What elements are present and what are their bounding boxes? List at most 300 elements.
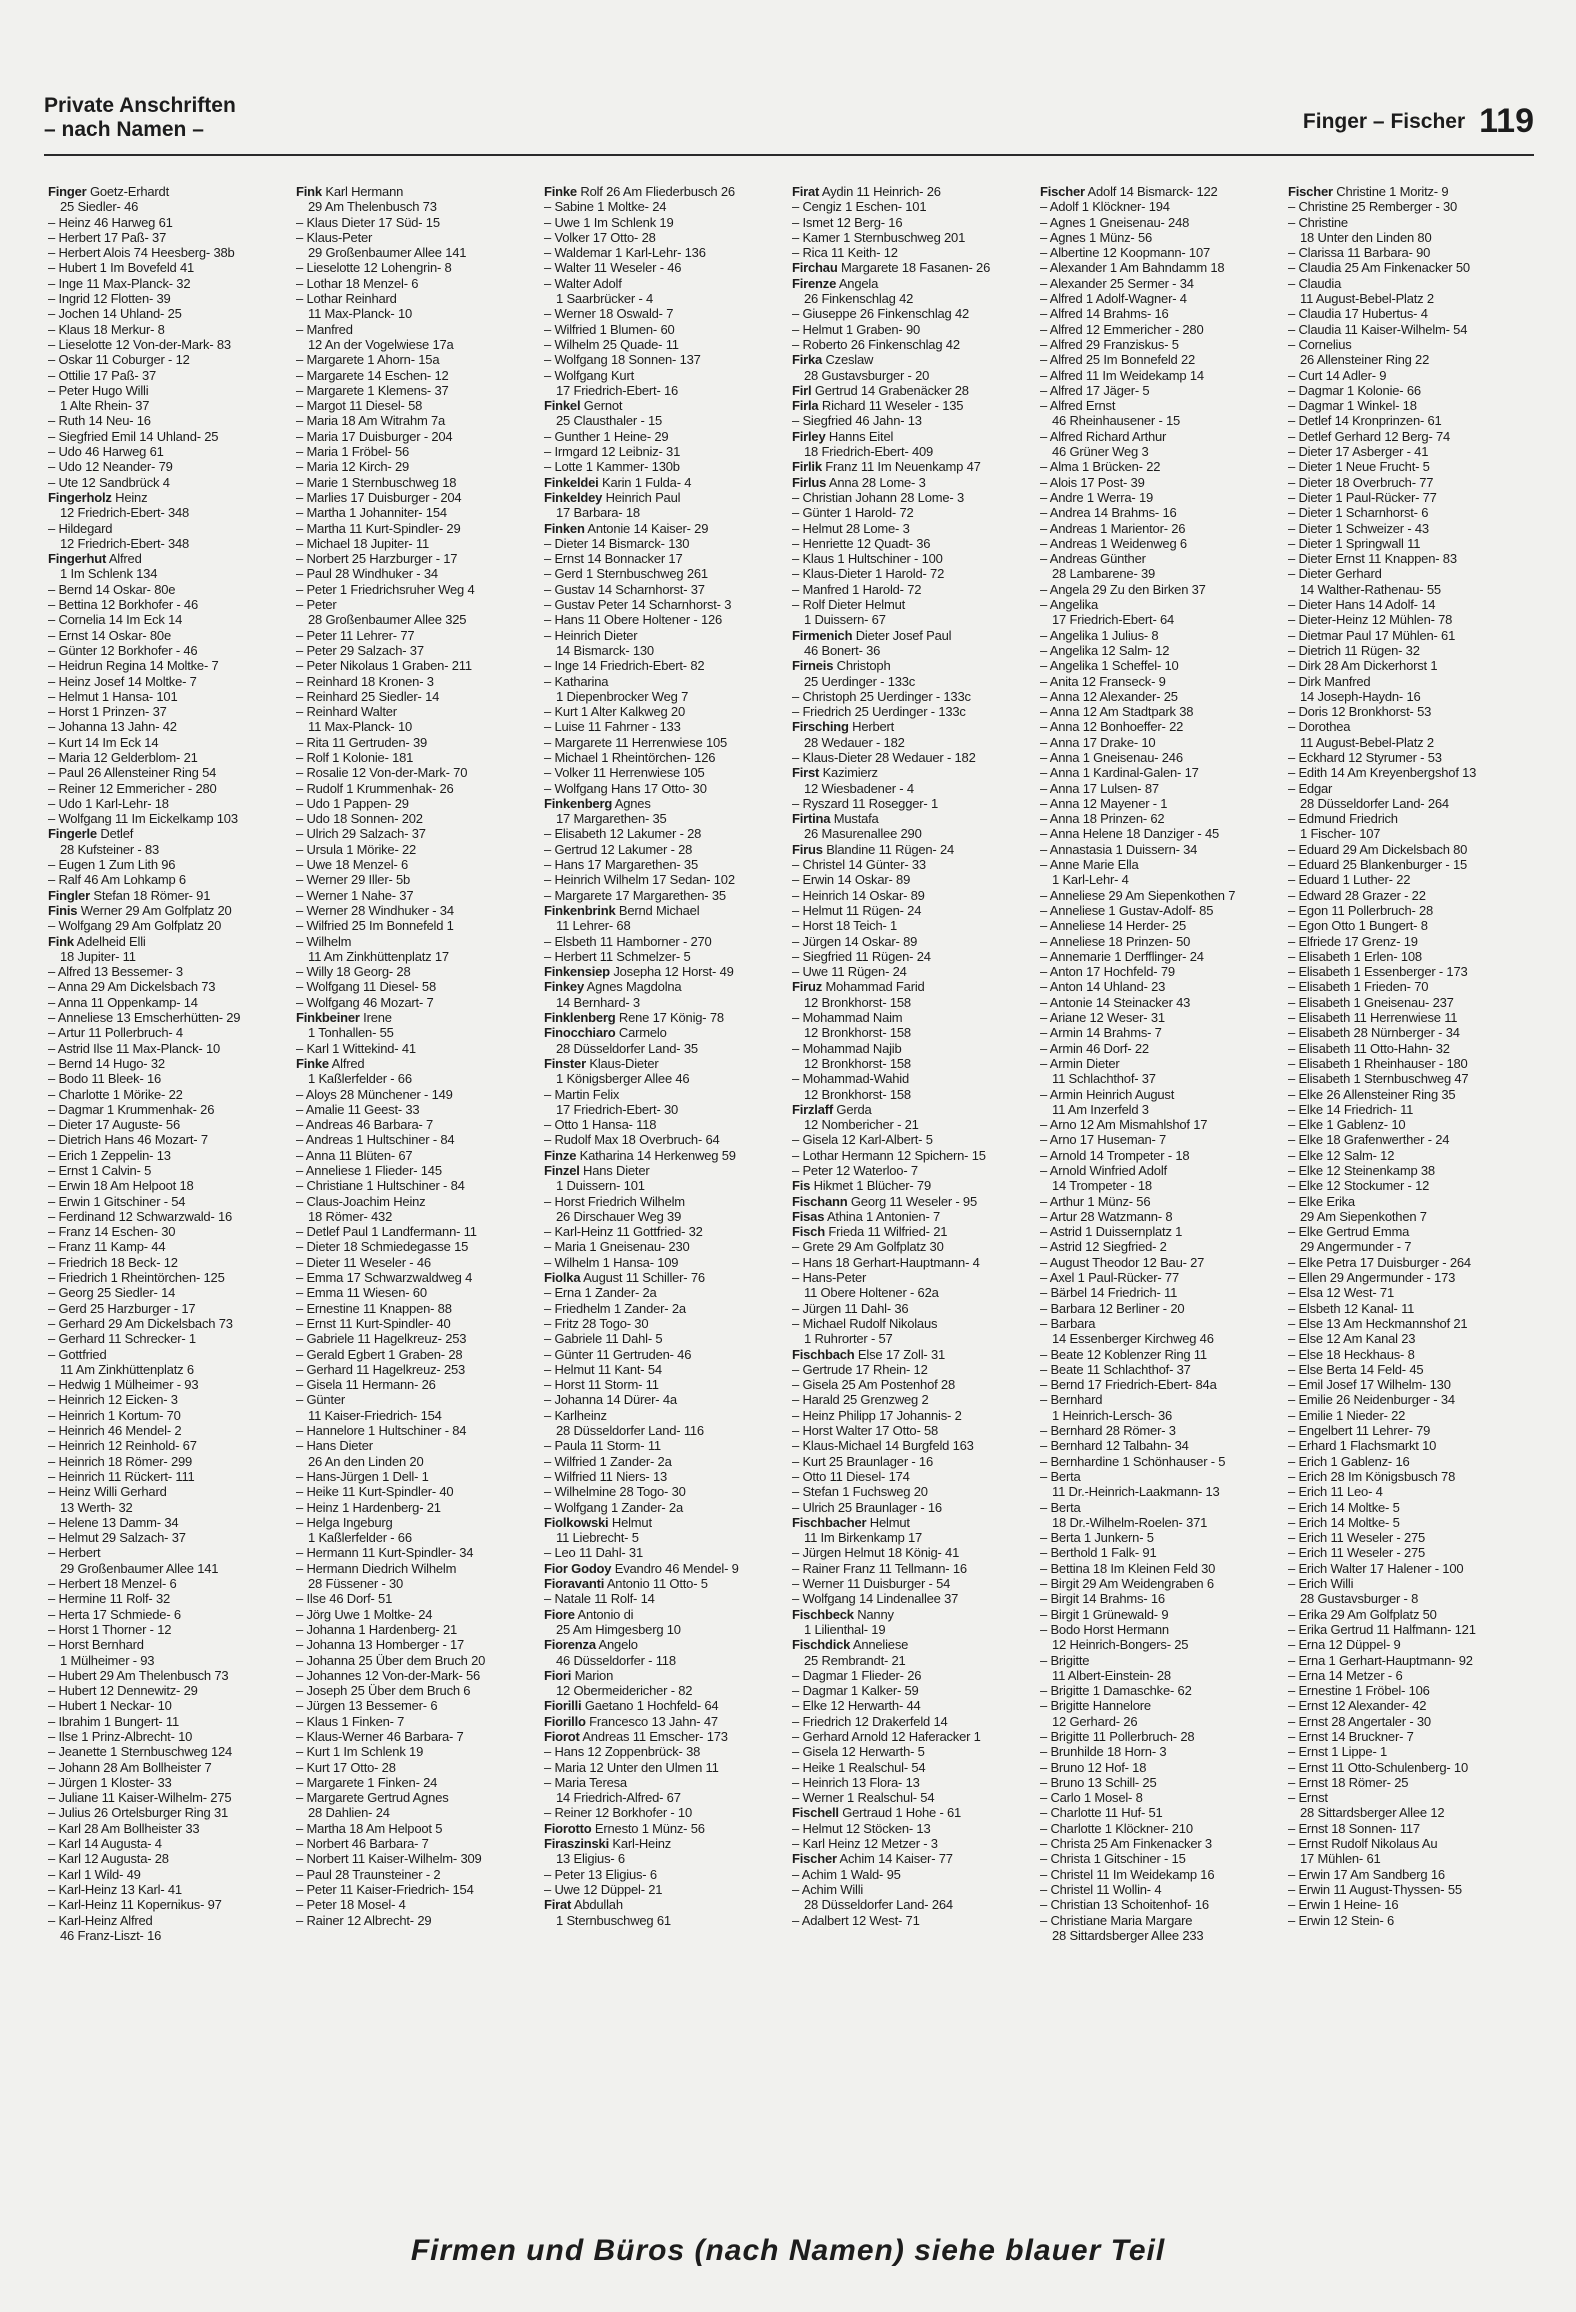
directory-entry (48, 551, 292, 566)
directory-entry (296, 1653, 540, 1668)
entry-text: – Oskar 11 Coburger - 12 (48, 352, 190, 368)
directory-entry (544, 765, 788, 780)
entry-text: – Andreas 1 Weidenweg 6 (1040, 535, 1187, 551)
directory-entry (296, 1484, 540, 1499)
entry-text: 12 Bronkhorst- 158 (804, 1086, 911, 1102)
entry-text: – Reiner 12 Borkhofer - 10 (544, 1805, 692, 1821)
directory-entry (296, 521, 540, 536)
entry-text: 11 Dr.-Heinrich-Laakmann- 13 (1052, 1484, 1220, 1500)
entry-text: – Wilfried 11 Niers- 13 (544, 1468, 668, 1484)
entry-text: 12 An der Vogelwiese 17a (308, 336, 454, 352)
directory-entry (296, 1913, 540, 1928)
directory-entry (544, 1515, 788, 1530)
directory-entry (296, 1132, 540, 1147)
directory-entry (48, 1301, 292, 1316)
entry-text: – Wolfgang 46 Mozart- 7 (296, 994, 434, 1010)
directory-entry (792, 322, 1036, 337)
directory-entry (296, 475, 540, 490)
directory-entry (544, 1148, 788, 1163)
directory-entry (792, 1270, 1036, 1285)
entry-text: – Rainer 12 Albrecht- 29 (296, 1912, 432, 1928)
entry-text: – Anna 29 Am Dickelsbach 73 (48, 979, 216, 995)
directory-entry (1288, 1775, 1532, 1790)
entry-text: – Heinrich 18 Römer- 299 (48, 1453, 193, 1469)
directory-entry (296, 1010, 540, 1025)
entry-text: – Wilfried 1 Zander- 2a (544, 1453, 672, 1469)
directory-entry (1288, 628, 1532, 643)
entry-text: 46 Franz-Liszt- 16 (60, 1927, 162, 1943)
directory-entry (544, 1117, 788, 1132)
entry-text: 14 Walther-Rathenau- 55 (1300, 581, 1441, 597)
entry-text: – Birgit 14 Brahms- 16 (1040, 1591, 1165, 1607)
directory-entry (792, 306, 1036, 321)
entry-text: – Edward 28 Grazer - 22 (1288, 887, 1426, 903)
entry-text: – Gerhard 11 Hagelkreuz- 253 (296, 1361, 466, 1377)
directory-entry (544, 368, 788, 383)
directory-entry (1040, 857, 1284, 872)
directory-entry (48, 1484, 292, 1499)
entry-text: – Anna 11 Blüten- 67 (296, 1147, 413, 1163)
directory-entry (296, 735, 540, 750)
entry-text: 12 Friedrich-Ebert- 348 (60, 505, 190, 521)
entry-text: 18 Unter den Linden 80 (1300, 229, 1432, 245)
entry-text: 14 Trompeter - 18 (1052, 1178, 1152, 1194)
footer-note: Firmen und Büros (nach Namen) siehe blauer Teil (410, 2234, 1166, 2267)
directory-entry (544, 1653, 788, 1668)
directory-entry (296, 1316, 540, 1331)
directory-entry (1288, 1255, 1532, 1270)
entry-text: – Günter 11 Gertruden- 46 (544, 1346, 692, 1362)
entry-text: – Elke 1 Gablenz- 10 (1288, 1117, 1406, 1133)
directory-entry (296, 1362, 540, 1377)
directory-entry (48, 597, 292, 612)
directory-entry (792, 1347, 1036, 1362)
directory-entry (48, 490, 292, 505)
entry-text: 46 Rheinhausener - 15 (1052, 413, 1181, 429)
entry-text: – Andrea 14 Brahms- 16 (1040, 505, 1177, 521)
directory-entry (1040, 1041, 1284, 1056)
directory-entry (1040, 1163, 1284, 1178)
directory-column-2 (296, 184, 540, 2192)
directory-entry (792, 398, 1036, 413)
entry-text: 12 Bronkhorst- 158 (804, 994, 911, 1010)
directory-entry (1288, 796, 1532, 811)
entry-text: – Gerhard 11 Schrecker- 1 (48, 1331, 196, 1347)
directory-entry (1040, 1668, 1284, 1683)
surname: Fingerle (48, 826, 97, 842)
entry-text: 12 Bronkhorst- 158 (804, 1055, 911, 1071)
entry-text: – Christian Johann 28 Lome- 3 (792, 489, 964, 505)
directory-entry (1288, 184, 1532, 199)
directory-entry (48, 1316, 292, 1331)
surname: Fiorotto (544, 1820, 592, 1836)
directory-entry (544, 1576, 788, 1591)
directory-entry (296, 352, 540, 367)
directory-entry (792, 1285, 1036, 1300)
entry-text: – Margarete 17 Margarethen- 35 (544, 887, 726, 903)
entry-text: 11 Am Inzerfeld 3 (1052, 1101, 1149, 1117)
entry-text: – Erwin 17 Am Sandberg 16 (1288, 1866, 1445, 1882)
entry-text: – Volker 11 Herrenwiese 105 (544, 765, 705, 781)
entry-text: – Erich Walter 17 Halener - 100 (1288, 1560, 1464, 1576)
directory-entry (296, 337, 540, 352)
entry-text: – Norbert 25 Harzburger - 17 (296, 551, 458, 567)
directory-entry (296, 842, 540, 857)
directory-entry (544, 551, 788, 566)
entry-text: – Elke 14 Friedrich- 11 (1288, 1101, 1414, 1117)
entry-text: – Anna 1 Gneisenau- 246 (1040, 749, 1183, 765)
directory-entry (792, 979, 1036, 994)
entry-text: – Emil Josef 17 Wilhelm- 130 (1288, 1377, 1451, 1393)
directory-entry (48, 658, 292, 673)
directory-entry (1040, 750, 1284, 765)
entry-text: – Dagmar 1 Kalker- 59 (792, 1683, 919, 1699)
directory-entry (544, 995, 788, 1010)
entry-text: – Manfred 1 Harold- 72 (792, 581, 922, 597)
directory-entry (1040, 1607, 1284, 1622)
entry-text: Hanns Eitel (825, 428, 894, 444)
directory-entry (296, 536, 540, 551)
directory-entry (1040, 765, 1284, 780)
entry-text: 12 Friedrich-Ebert- 348 (60, 535, 190, 551)
entry-text: – Helmut 12 Stöcken- 13 (792, 1820, 931, 1836)
surname: Finken (544, 520, 585, 536)
entry-text: – Johanna 14 Dürer- 4a (544, 1392, 677, 1408)
directory-entry (792, 1102, 1036, 1117)
directory-entry (48, 1836, 292, 1851)
entry-text: – Detlef Paul 1 Landfermann- 11 (296, 1224, 477, 1240)
entry-text: – Rosalie 12 Von-der-Mark- 70 (296, 765, 468, 781)
entry-text: – Gisela 12 Herwarth- 5 (792, 1744, 925, 1760)
entry-text: – Adolf 1 Klöckner- 194 (1040, 199, 1170, 215)
entry-text: – Erich 1 Gablenz- 16 (1288, 1453, 1410, 1469)
entry-text: – Bodo Horst Hermann (1040, 1621, 1169, 1637)
directory-entry (1288, 1545, 1532, 1560)
entry-text: – Reinhard 18 Kronen- 3 (296, 673, 434, 689)
directory-entry (1288, 1331, 1532, 1346)
entry-text: – Karl-Heinz 11 Gottfried- 32 (544, 1224, 703, 1240)
entry-text: – Werner 1 Realschul- 54 (792, 1790, 935, 1806)
entry-text: – Agnes 1 Münz- 56 (1040, 229, 1153, 245)
directory-entry (48, 1163, 292, 1178)
directory-entry (1040, 337, 1284, 352)
directory-entry (296, 1561, 540, 1576)
directory-entry (48, 352, 292, 367)
entry-text: – Brunhilde 18 Horn- 3 (1040, 1744, 1167, 1760)
directory-entry (1040, 1239, 1284, 1254)
directory-entry (1040, 199, 1284, 214)
entry-text: 28 Lambarene- 39 (1052, 566, 1156, 582)
directory-entry (544, 628, 788, 643)
entry-text: 12 Wiesbadener - 4 (804, 780, 914, 796)
entry-text: – Werner 1 Nahe- 37 (296, 887, 414, 903)
entry-text: 1 Lilienthal- 19 (804, 1621, 886, 1637)
entry-text: – Juliane 11 Kaiser-Wilhelm- 275 (48, 1790, 232, 1806)
entry-text: – Johanna 1 Hardenberg- 21 (296, 1621, 458, 1637)
directory-entry (792, 1545, 1036, 1560)
entry-text: – Hubert 29 Am Thelenbusch 73 (48, 1667, 229, 1683)
directory-entry (792, 1591, 1036, 1606)
directory-entry (1288, 1454, 1532, 1469)
entry-text: 46 Bonert- 36 (804, 642, 881, 658)
directory-entry (48, 857, 292, 872)
entry-text: – Elisabeth 1 Frieden- 70 (1288, 979, 1429, 995)
entry-text: – Carlo 1 Mosel- 8 (1040, 1790, 1143, 1806)
entry-text: – Alfred 1 Adolf-Wagner- 4 (1040, 291, 1187, 307)
directory-entry (544, 934, 788, 949)
directory-entry (296, 413, 540, 428)
entry-text: – Anneliese 29 Am Siepenkothen 7 (1040, 887, 1236, 903)
directory-entry (792, 505, 1036, 520)
entry-text: – Dirk Manfred (1288, 673, 1371, 689)
entry-text: – Dieter 1 Springwall 11 (1288, 535, 1421, 551)
directory-entry (544, 1255, 788, 1270)
directory-columns (48, 184, 1538, 2192)
directory-entry (1040, 566, 1284, 581)
entry-text: – Ralf 46 Am Lohkamp 6 (48, 872, 186, 888)
entry-text: – Antonie 14 Steinacker 43 (1040, 994, 1191, 1010)
entry-text: – Alfred 29 Franziskus- 5 (1040, 336, 1179, 352)
entry-text: – Herbert 11 Schmelzer- 5 (544, 948, 691, 964)
directory-entry (296, 1760, 540, 1775)
entry-text: – Karl-Heinz 13 Karl- 41 (48, 1881, 182, 1897)
directory-entry (48, 1576, 292, 1591)
directory-entry (792, 719, 1036, 734)
directory-entry (1288, 872, 1532, 887)
directory-entry (1288, 1087, 1532, 1102)
entry-text: – Ernst 14 Oskar- 80e (48, 627, 171, 643)
directory-entry (48, 1377, 292, 1392)
directory-entry (48, 306, 292, 321)
entry-text: – Eckhard 12 Styrumer - 53 (1288, 749, 1442, 765)
entry-text: 1 Duissern- 67 (804, 612, 886, 628)
entry-text: – Claudia (1288, 275, 1342, 291)
entry-text: Gaetano 1 Hochfeld- 64 (581, 1698, 719, 1714)
entry-text: Herbert (848, 719, 895, 735)
directory-entry (792, 536, 1036, 551)
directory-entry (1288, 230, 1532, 245)
entry-text: – Horst Walter 17 Otto- 58 (792, 1423, 939, 1439)
entry-text: – Hubert 1 Neckar- 10 (48, 1698, 172, 1714)
entry-text: 28 Kufsteiner - 83 (60, 841, 160, 857)
directory-entry (544, 903, 788, 918)
entry-text: – Edith 14 Am Kreyenbergshof 13 (1288, 765, 1477, 781)
entry-text: – Ernst 11 Kurt-Spindler- 40 (296, 1315, 451, 1331)
directory-entry (48, 612, 292, 627)
directory-entry (296, 1301, 540, 1316)
directory-entry (1288, 582, 1532, 597)
entry-text: – Erich 28 Im Königsbusch 78 (1288, 1468, 1456, 1484)
directory-entry (792, 245, 1036, 260)
entry-text: – Erwin 1 Heine- 16 (1288, 1897, 1399, 1913)
directory-entry (792, 1637, 1036, 1652)
directory-entry (48, 918, 292, 933)
entry-text: – Edmund Friedrich (1288, 811, 1398, 827)
entry-text: – Doris 12 Bronkhorst- 53 (1288, 704, 1432, 720)
directory-entry (544, 1668, 788, 1683)
directory-entry (1288, 689, 1532, 704)
entry-text: Adolf 14 Bismarck- 122 (1084, 184, 1218, 199)
surname: Firneis (792, 658, 834, 674)
surname: Fiolkowski (544, 1514, 609, 1530)
entry-text: 11 Am Zinkhüttenplatz 6 (60, 1361, 194, 1377)
directory-entry (1288, 1056, 1532, 1071)
entry-text: – Elke 26 Allensteiner Ring 35 (1288, 1086, 1456, 1102)
entry-text: – Johann 28 Am Bollheister 7 (48, 1759, 212, 1775)
directory-entry (1040, 1454, 1284, 1469)
directory-entry (48, 995, 292, 1010)
entry-text: – Anneliese 18 Prinzen- 50 (1040, 933, 1191, 949)
entry-text: – Elsa 12 West- 71 (1288, 1285, 1394, 1301)
entry-text: Blandine 11 Rügen- 24 (822, 841, 955, 857)
directory-entry (1288, 1194, 1532, 1209)
directory-entry (296, 276, 540, 291)
directory-entry (1040, 949, 1284, 964)
entry-text: – Anita 12 Franseck- 9 (1040, 673, 1166, 689)
entry-text: – Johanna 13 Jahn- 42 (48, 719, 177, 735)
surname: Fiorilli (544, 1698, 582, 1714)
directory-entry (1288, 1561, 1532, 1576)
directory-entry (48, 260, 292, 275)
entry-text: – Franz 14 Eschen- 30 (48, 1224, 176, 1240)
directory-entry (296, 1836, 540, 1851)
entry-text: – Hermine 11 Rolf- 32 (48, 1591, 171, 1607)
entry-text: – Dagmar 1 Winkel- 18 (1288, 398, 1417, 414)
surname: Fiore (544, 1606, 575, 1622)
directory-entry (48, 750, 292, 765)
entry-text: – Elke Petra 17 Duisburger - 264 (1288, 1254, 1471, 1270)
directory-entry (544, 1438, 788, 1453)
entry-text: – Uwe 11 Rügen- 24 (792, 964, 907, 980)
entry-text: – Wolfgang 18 Sonnen- 137 (544, 352, 701, 368)
directory-entry (48, 735, 292, 750)
entry-text: – Bernhard (1040, 1392, 1103, 1408)
directory-entry (544, 215, 788, 230)
entry-text: – Heinrich 12 Eicken- 3 (48, 1392, 178, 1408)
directory-entry (544, 1561, 788, 1576)
directory-entry (1040, 1469, 1284, 1484)
directory-entry (48, 719, 292, 734)
entry-text: 25 Rembrandt- 21 (804, 1652, 906, 1668)
directory-entry (296, 995, 540, 1010)
directory-entry (1288, 1117, 1532, 1132)
directory-entry (48, 888, 292, 903)
directory-entry (544, 1087, 788, 1102)
entry-text: – Heinrich Dieter (544, 627, 638, 643)
surname: Fioravanti (544, 1576, 605, 1592)
entry-text: Else 17 Zoll- 31 (854, 1346, 946, 1362)
directory-entry (1288, 1270, 1532, 1285)
directory-entry (792, 857, 1036, 872)
surname: Fisas (792, 1208, 825, 1224)
entry-text: – Dieter 14 Bismarck- 130 (544, 535, 690, 551)
entry-text: – Anneliese 14 Herder- 25 (1040, 918, 1187, 934)
entry-text: 11 Obere Holtener - 62a (804, 1285, 939, 1301)
entry-text: – Hubert 12 Dennewitz- 29 (48, 1683, 198, 1699)
entry-text: – Hans 12 Zoppenbrück- 38 (544, 1744, 701, 1760)
directory-entry (48, 1714, 292, 1729)
directory-entry (1040, 658, 1284, 673)
entry-text: – Inge 14 Friedrich-Ebert- 82 (544, 658, 705, 674)
directory-entry (1040, 1484, 1284, 1499)
entry-text: – Egon Otto 1 Bungert- 8 (1288, 918, 1428, 934)
directory-entry (544, 1224, 788, 1239)
entry-text: – Alfred 25 Im Bonnefeld 22 (1040, 352, 1196, 368)
entry-text: – Barbara 12 Berliner - 20 (1040, 1300, 1185, 1316)
entry-text: – Bernhardine 1 Schönhauser - 5 (1040, 1453, 1226, 1469)
entry-text: – Marlies 17 Duisburger - 204 (296, 489, 462, 505)
directory-entry (544, 1469, 788, 1484)
entry-text: – Margot 11 Diesel- 58 (296, 398, 423, 414)
directory-entry (544, 1744, 788, 1759)
directory-entry (544, 1071, 788, 1086)
directory-entry (544, 949, 788, 964)
directory-entry (1040, 1851, 1284, 1866)
entry-text: – Maria 1 Gneisenau- 230 (544, 1239, 690, 1255)
entry-text: – Rita 11 Gertruden- 39 (296, 734, 428, 750)
entry-text: – Brigitte 1 Damaschke- 62 (1040, 1683, 1192, 1699)
directory-entry (1040, 781, 1284, 796)
directory-entry (1040, 291, 1284, 306)
directory-entry (296, 888, 540, 903)
entry-text: – Werner 18 Oswald- 7 (544, 306, 674, 322)
directory-entry (792, 612, 1036, 627)
directory-entry (544, 1377, 788, 1392)
directory-entry (1288, 612, 1532, 627)
entry-text: – Gisela 12 Karl-Albert- 5 (792, 1132, 933, 1148)
entry-text: 29 Großenbaumer Allee 141 (308, 245, 467, 261)
entry-text: – Alfred 17 Jäger- 5 (1040, 382, 1150, 398)
directory-entry (296, 1576, 540, 1591)
entry-text: – Herbert (48, 1545, 101, 1561)
entry-text: 28 Sittardsberger Allee 12 (1300, 1805, 1445, 1821)
entry-text: – Dagmar 1 Flieder- 26 (792, 1667, 922, 1683)
entry-text: – Lothar Hermann 12 Spichern- 15 (792, 1147, 986, 1163)
directory-entry (544, 1760, 788, 1775)
entry-text: – Arnold Winfried Adolf (1040, 1163, 1167, 1178)
directory-entry (792, 1392, 1036, 1407)
entry-text: – Jürgen 14 Oskar- 89 (792, 933, 918, 949)
directory-entry (1288, 490, 1532, 505)
directory-entry (296, 597, 540, 612)
entry-text: – Heinrich 11 Rückert- 111 (48, 1468, 195, 1484)
directory-entry (792, 872, 1036, 887)
directory-entry (544, 979, 788, 994)
directory-entry (296, 1821, 540, 1836)
range-title (1303, 102, 1534, 141)
entry-text: – Armin 14 Brahms- 7 (1040, 1025, 1162, 1041)
directory-entry (544, 842, 788, 857)
entry-text: – Maria 17 Duisburger - 204 (296, 428, 453, 444)
directory-entry (1040, 230, 1284, 245)
directory-entry (296, 1867, 540, 1882)
directory-entry (296, 1087, 540, 1102)
directory-entry (296, 429, 540, 444)
directory-entry (1288, 903, 1532, 918)
entry-text: – Achim Willi (792, 1881, 864, 1897)
surname: Finkbeiner (296, 1010, 360, 1026)
directory-entry (1040, 1178, 1284, 1193)
entry-text: – Helmut 11 Rügen- 24 (792, 902, 922, 918)
directory-entry (544, 1301, 788, 1316)
directory-entry (1288, 1913, 1532, 1928)
entry-text: – Ismet 12 Berg- 16 (792, 214, 903, 230)
surname: Firl (792, 382, 812, 398)
entry-text: 28 Düsseldorfer Land- 264 (1300, 795, 1449, 811)
entry-text: – Lieselotte 12 Lohengrin- 8 (296, 260, 452, 276)
directory-entry (296, 704, 540, 719)
directory-entry (792, 368, 1036, 383)
